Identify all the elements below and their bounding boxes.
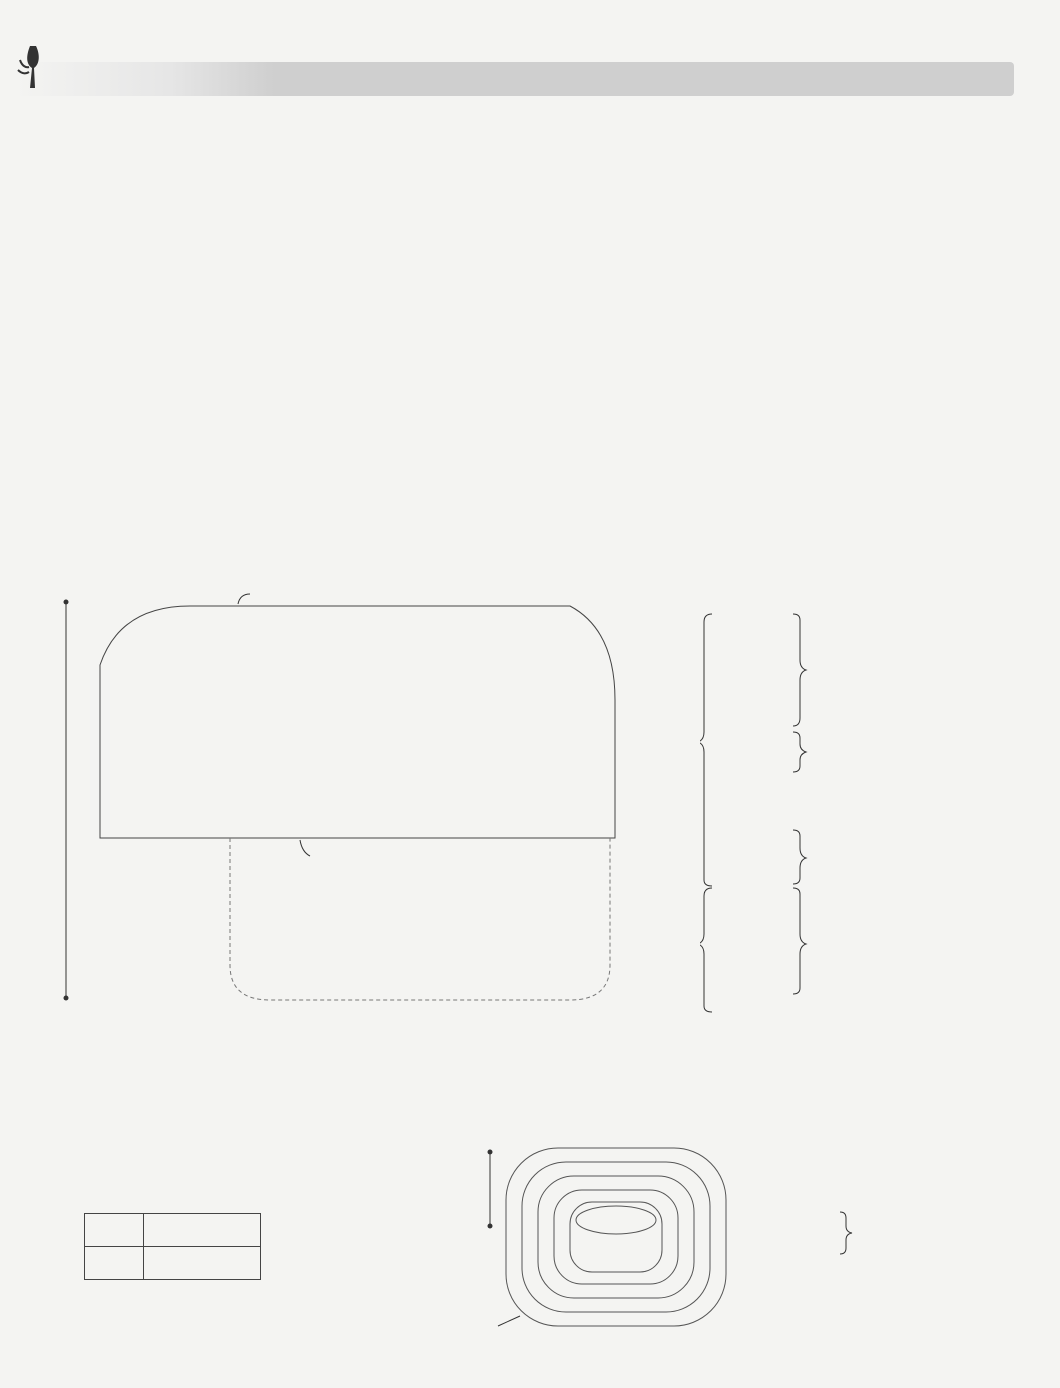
color-key <box>85 1247 144 1280</box>
head-crochet-diagram <box>40 570 680 1130</box>
fork-logo-icon <box>16 42 50 90</box>
table-row <box>85 1247 261 1280</box>
ear-crochet-diagram <box>470 1140 740 1340</box>
color-key <box>85 1214 144 1247</box>
ear-chart-title <box>540 1116 582 1136</box>
materials <box>12 114 25 135</box>
color-value <box>144 1214 261 1247</box>
color-value <box>144 1247 261 1280</box>
row-brackets <box>700 608 820 1028</box>
ear-row-bracket <box>838 1208 858 1258</box>
header-bar <box>14 62 1014 96</box>
instructions <box>466 116 480 138</box>
table-row <box>85 1214 261 1247</box>
head-chart-title <box>330 550 344 570</box>
color-table <box>84 1213 261 1280</box>
